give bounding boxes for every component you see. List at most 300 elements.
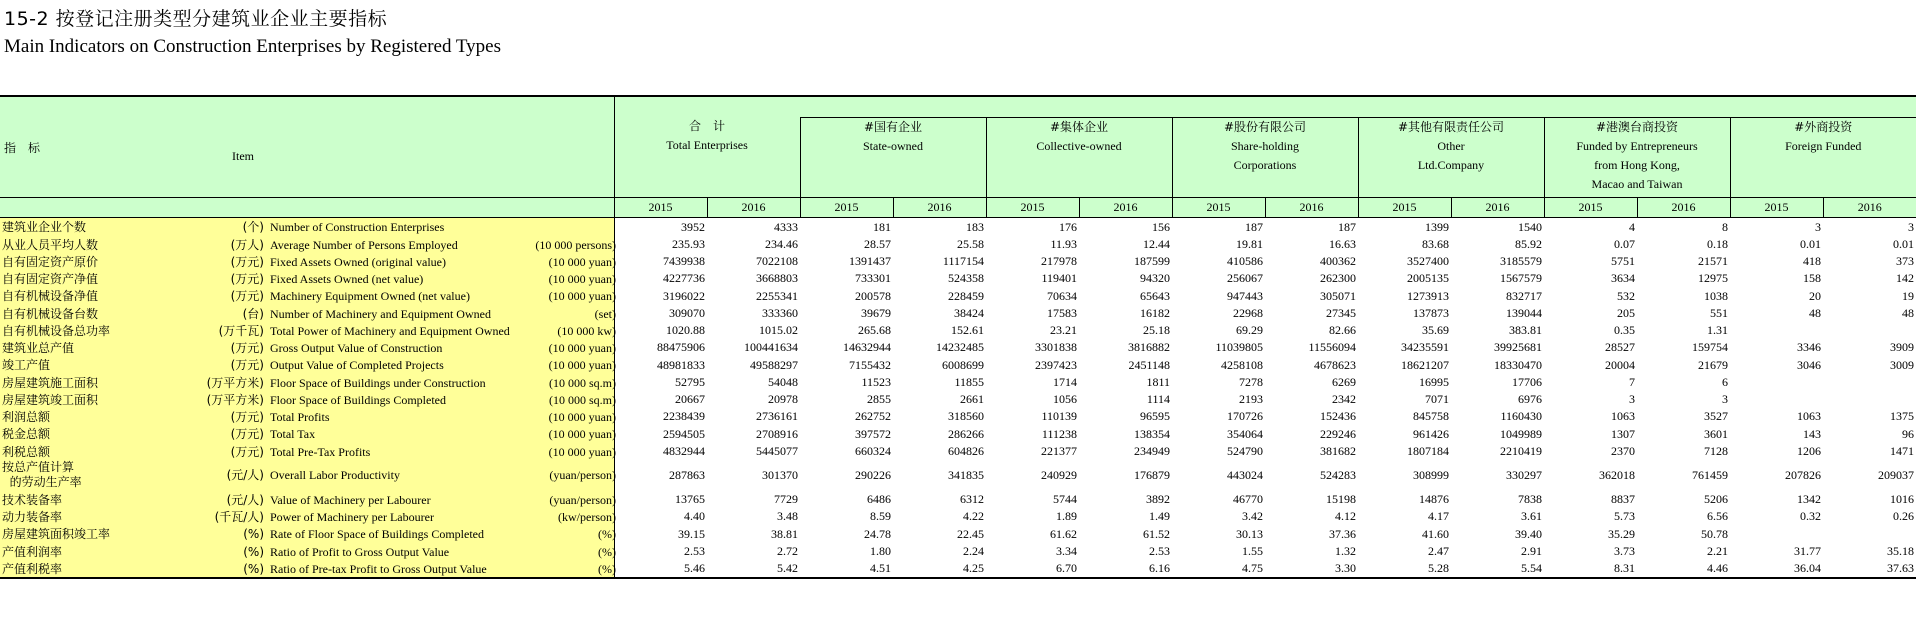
row-label [0,460,614,491]
row-label-en: Overall Labor Productivity [270,468,400,482]
group-header-collective-owned: #集体企业 Collective-owned [986,118,1172,198]
table-cell: 2397423 [1035,357,1077,372]
table-cell: 1114 [1146,392,1170,407]
table-cell: 4.40 [614,508,707,525]
table-cell: 65643 [1140,288,1170,303]
row-label-en: Ratio of Profit to Gross Output Value [270,544,450,559]
table-cell: 5751 [1611,254,1635,269]
row-unit-en: (10 000 kw) [557,323,616,338]
table-cell: 4227736 [614,270,707,287]
table-cell: 183 [966,219,984,234]
row-label-en: Floor Space of Buildings under Construction [270,375,486,390]
row-label-cn: 建筑业总产值 [2,341,75,355]
table-cell: 30.13 [1236,526,1263,541]
table-cell: 221377 [1041,443,1077,458]
table-cell: 1714 [1053,374,1077,389]
table-cell: 1063 [1611,409,1635,424]
table-cell: 1375 [1890,409,1914,424]
table-cell: 660324 [855,443,891,458]
table-cell: 3952 [614,218,707,236]
table-cell: 961426 [1413,426,1449,441]
table-cell: 551 [1710,305,1728,320]
table-cell: 1049989 [1500,426,1542,441]
table-cell: 4832944 [614,442,707,459]
table-cell: 187 [1338,219,1356,234]
table-cell: 3185579 [1500,254,1542,269]
table-cell: 39925681 [1494,340,1542,355]
table-cell: 207826 [1785,468,1821,482]
row-label-en: Fixed Assets Owned (net value) [270,272,424,286]
table-cell: 48981833 [614,356,707,373]
table-row [0,373,1916,390]
row-unit-cn: (%) [243,527,264,542]
table-cell: 200578 [855,288,891,303]
table-cell: 3.42 [1242,509,1263,524]
table-cell: 5.73 [1614,509,1635,524]
row-label-cn: 产值利润率 [2,544,63,559]
table-row [0,542,1916,559]
table-cell: 7838 [1518,492,1542,507]
table-cell: 94320 [1140,271,1170,286]
row-label-cn: 房屋建筑面积竣工率 [2,527,111,542]
table-cell: 159754 [1692,340,1728,355]
table-cell: 3301838 [1035,340,1077,355]
row-unit-en: (10 000 sq.m) [549,375,616,390]
row-label-en: Fixed Assets Owned (original value) [270,254,446,269]
year-header: 2015 [1358,198,1451,218]
table-row [0,218,1916,236]
table-cell: 137873 [1413,305,1449,320]
row-label-cn: 利税总额 [2,444,51,459]
table-cell: 3.30 [1265,560,1358,578]
table-cell: 143 [1803,426,1821,441]
year-header: 2016 [707,198,800,218]
table-cell: 4333 [774,219,798,234]
table-cell: 5744 [1053,492,1077,507]
table-row [0,287,1916,304]
table-cell: 761459 [1692,468,1728,482]
table-cell: 35.18 [1887,543,1914,558]
year-header: 2015 [1730,198,1823,218]
table-cell: 532 [1617,288,1635,303]
table-cell: 6976 [1518,392,1542,407]
table-cell: 54048 [768,374,798,389]
table-cell: 3909 [1890,340,1914,355]
stub-header-en: Item [232,148,254,163]
table-cell: 262300 [1320,271,1356,286]
table-cell: 0.01 [1893,236,1914,251]
table-cell: 2005135 [1407,271,1449,286]
table-cell: 14232485 [936,340,984,355]
table-cell: 5.28 [1358,560,1451,578]
table-cell: 11556094 [1308,340,1356,355]
table-cell [1823,391,1916,408]
row-label-cn: 产值利税率 [2,561,63,576]
table-cell: 330297 [1506,468,1542,482]
table-cell: 5.54 [1451,560,1544,578]
table-cell: 318560 [948,409,984,424]
table-cell: 34235591 [1401,340,1449,355]
table-cell: 383.81 [1509,323,1542,338]
table-cell: 27345 [1326,305,1356,320]
table-cell: 31.77 [1794,543,1821,558]
row-unit-en: (yuan/person) [549,492,616,507]
table-cell: 362018 [1599,468,1635,482]
table-cell: 2.21 [1707,543,1728,558]
table-cell: 309070 [614,304,707,321]
row-label-cn: 自有固定资产净值 [2,272,99,286]
row-label [0,287,614,304]
table-cell: 228459 [948,288,984,303]
table-cell: 18330470 [1494,357,1542,372]
table-row [0,356,1916,373]
table-cell: 5.42 [707,560,800,578]
table-cell: 2.47 [1428,543,1449,558]
table-cell: 7278 [1239,374,1263,389]
row-label-cn: 自有机械设备总功率 [2,323,111,338]
table-cell: 19 [1902,288,1914,303]
table-cell: 3601 [1704,426,1728,441]
table-cell: 0.32 [1800,509,1821,524]
table-cell: 170726 [1227,409,1263,424]
table-cell [1823,322,1916,339]
table-cell: 12975 [1698,271,1728,286]
table-cell: 6486 [867,492,891,507]
row-unit-cn: (万元) [230,358,264,373]
table-cell: 1.31 [1707,323,1728,338]
row-label-en: Power of Machinery per Labourer [270,510,434,524]
table-row [0,525,1916,542]
table-cell: 286266 [948,426,984,441]
row-label-cn: 自有机械设备净值 [2,289,99,304]
table-cell: 11.93 [1050,236,1077,251]
table-cell: 96 [1902,426,1914,441]
row-label-en: Average Number of Persons Employed [270,237,458,252]
table-cell: 13765 [614,491,707,508]
table-cell [1823,525,1916,542]
table-cell: 0.07 [1614,236,1635,251]
table-row [0,339,1916,356]
row-label-en: Number of Construction Enterprises [270,220,445,235]
table-cell: 0.01 [1800,236,1821,251]
group-header-total: 合 计 Total Enterprises [614,96,800,198]
row-label-cn: 自有固定资产原价 [2,254,99,269]
table-cell: 262752 [855,409,891,424]
row-unit-cn: (万元) [230,444,264,459]
row-label [0,304,614,321]
table-cell: 17583 [1047,305,1077,320]
table-cell: 832717 [1506,288,1542,303]
table-cell: 1307 [1611,426,1635,441]
table-row [0,253,1916,270]
table-cell: 3046 [1797,357,1821,372]
table-cell: 156 [1152,219,1170,234]
row-unit-en: (kw/person) [558,510,616,524]
group-header-foreign-funded: #外商投资 Foreign Funded [1730,118,1916,198]
row-unit-cn: (个) [242,220,264,235]
row-label [0,442,614,459]
table-cell: 61.62 [1050,526,1077,541]
table-cell: 6.16 [1079,560,1172,578]
table-cell: 229246 [1320,426,1356,441]
table-cell: 2.53 [1149,543,1170,558]
table-cell: 0.35 [1614,323,1635,338]
table-cell: 176 [1059,219,1077,234]
table-cell: 1015.02 [759,323,798,338]
table-cell: 443024 [1227,468,1263,482]
row-label-en: Ratio of Pre-tax Profit to Gross Output Value [270,561,487,576]
table-cell: 341835 [948,468,984,482]
table-cell [1823,373,1916,390]
table-cell: 39.40 [1515,526,1542,541]
row-unit-cn: (%) [243,544,264,559]
table-cell: 37.63 [1823,560,1916,578]
table-cell: 22.45 [957,526,984,541]
table-header [0,96,1916,218]
table-cell: 38424 [954,305,984,320]
table-cell: 290226 [855,468,891,482]
table-cell: 20004 [1605,357,1635,372]
row-label-cn: 竣工产值 [2,358,51,373]
table-cell: 7071 [1425,392,1449,407]
table-cell: 111238 [1041,426,1077,441]
table-cell: 2736161 [756,409,798,424]
table-cell: 1016 [1890,492,1914,507]
table-cell: 37.36 [1329,526,1356,541]
row-label-en: Floor Space of Buildings Completed [270,392,446,407]
row-unit-cn: (%) [243,561,264,576]
table-cell: 2.91 [1521,543,1542,558]
table-cell: 265.68 [858,323,891,338]
table-cell: 6312 [960,492,984,507]
table-cell: 1399 [1425,219,1449,234]
group-header-state-owned: #国有企业 State-owned [800,118,986,198]
table-cell: 1567579 [1500,271,1542,286]
table-cell: 96595 [1140,409,1170,424]
group-header-other-ltd: #其他有限责任公司 Other Ltd.Company [1358,118,1544,198]
year-header: 2015 [614,198,707,218]
row-unit-cn: (万元) [230,272,264,286]
table-cell: 11855 [954,374,984,389]
table-cell: 39.15 [614,525,707,542]
row-label [0,542,614,559]
table-cell: 2708916 [756,426,798,441]
row-label [0,425,614,442]
row-unit-en: (%) [598,561,616,576]
row-label [0,391,614,408]
table-cell: 8.59 [870,509,891,524]
table-cell: 3.73 [1614,543,1635,558]
table-cell: 418 [1803,254,1821,269]
table-cell: 8837 [1611,492,1635,507]
year-header: 2015 [1172,198,1265,218]
table-row [0,304,1916,321]
table-cell: 1.80 [870,543,891,558]
table-cell: 23.21 [1050,323,1077,338]
table-cell: 6.70 [986,560,1079,578]
table-cell: 6 [1722,374,1728,389]
table-cell: 20 [1809,288,1821,303]
group-header-hk-macao-taiwan: #港澳台商投资 Funded by Entrepreneurs from Hong Kong, Macao and Taiwan [1544,118,1730,198]
table-cell: 12.44 [1143,236,1170,251]
table-cell: 61.52 [1143,526,1170,541]
table-cell: 11039805 [1215,340,1263,355]
table-cell: 2855 [867,392,891,407]
table-cell: 2370 [1611,443,1635,458]
table-cell: 400362 [1320,254,1356,269]
table-cell: 381682 [1320,443,1356,458]
row-unit-cn: (千瓦/人) [214,510,264,524]
row-label [0,525,614,542]
table-cell: 14876 [1419,492,1449,507]
row-label-en: Total Pre-Tax Profits [270,444,371,459]
table-cell: 6269 [1332,374,1356,389]
row-unit-cn: (万元) [230,410,264,424]
table-cell: 3346 [1797,340,1821,355]
table-cell: 52795 [614,373,707,390]
table-cell: 308999 [1413,468,1449,482]
table-cell: 301370 [762,468,798,482]
table-cell: 28527 [1605,340,1635,355]
table-cell: 524358 [948,271,984,286]
stub-header [0,96,614,198]
table-cell: 11523 [861,374,891,389]
table-cell: 1038 [1704,288,1728,303]
table-row [0,322,1916,339]
table-cell: 16182 [1140,305,1170,320]
row-label-en: Total Tax [270,427,316,442]
table-row [0,560,1916,578]
table-cell: 2342 [1332,392,1356,407]
table-row [0,508,1916,525]
table-cell: 1063 [1797,409,1821,424]
table-cell: 82.66 [1329,323,1356,338]
table-cell: 524790 [1227,443,1263,458]
table-cell: 1811 [1146,374,1170,389]
table-cell: 1273913 [1407,288,1449,303]
table-cell: 119401 [1041,271,1077,286]
table-cell: 50.78 [1701,526,1728,541]
table-cell: 85.92 [1515,236,1542,251]
table-cell: 524283 [1320,468,1356,482]
row-label [0,253,614,270]
row-label-cn: 技术装备率 [2,492,63,507]
table-cell: 3.48 [777,509,798,524]
row-unit-en: (set) [594,306,616,321]
row-label-en: Number of Machinery and Equipment Owned [270,306,491,321]
row-label [0,356,614,373]
table-cell: 138354 [1134,426,1170,441]
table-cell [1730,322,1823,339]
row-unit-cn: (万元) [230,427,264,442]
table-row [0,270,1916,287]
table-row [0,460,1916,491]
table-cell: 4.51 [800,560,893,578]
table-cell: 4.12 [1335,509,1356,524]
table-cell: 14632944 [843,340,891,355]
row-unit-en: (yuan/person) [549,468,616,482]
table-cell: 1160430 [1500,409,1542,424]
table-cell: 2451148 [1128,357,1170,372]
row-label-en: Gross Output Value of Construction [270,341,443,355]
table-cell: 234949 [1134,443,1170,458]
row-label-en: Output Value of Completed Projects [270,358,444,373]
row-label [0,235,614,252]
table-cell: 25.58 [957,236,984,251]
table-cell: 3.61 [1521,509,1542,524]
row-label-en: Value of Machinery per Labourer [270,492,431,507]
table-cell: 110139 [1041,409,1077,424]
table-cell: 4.25 [893,560,986,578]
table-cell: 19.81 [1236,236,1263,251]
table-row [0,391,1916,408]
table-cell: 2.53 [614,542,707,559]
row-unit-en: (10 000 yuan) [548,410,616,424]
row-unit-en: (10 000 sq.m) [549,392,616,407]
table-cell: 3 [1722,392,1728,407]
year-header: 2015 [1544,198,1637,218]
table-cell: 88475906 [614,339,707,356]
row-label [0,560,614,578]
table-cell: 1.49 [1149,509,1170,524]
table-cell: 3892 [1146,492,1170,507]
year-header: 2016 [893,198,986,218]
table-cell: 2210419 [1500,443,1542,458]
table-cell: 234.46 [765,236,798,251]
table-cell: 2255341 [756,288,798,303]
table-cell: 3 [1815,219,1821,234]
row-label [0,218,614,236]
table-cell: 21571 [1698,254,1728,269]
table-cell: 333360 [762,305,798,320]
table-title-cn: 15-2 按登记注册类型分建筑业企业主要指标 [4,8,388,30]
row-label-cn: 房屋建筑施工面积 [2,375,99,390]
table-row [0,425,1916,442]
table-cell: 410586 [1227,254,1263,269]
table-cell: 69.29 [1236,323,1263,338]
table-cell: 28.57 [864,236,891,251]
table-cell: 5445077 [756,443,798,458]
table-cell: 1056 [1053,392,1077,407]
row-label [0,373,614,390]
table-cell: 4678623 [1314,357,1356,372]
table-cell: 1807184 [1407,443,1449,458]
table-cell: 1471 [1890,443,1914,458]
table-cell: 187599 [1134,254,1170,269]
row-unit-cn: (元/人) [226,468,264,482]
table-cell: 1206 [1797,443,1821,458]
table-cell: 1.89 [1056,509,1077,524]
table-cell: 15198 [1326,492,1356,507]
row-unit-cn: (万元) [230,254,264,269]
table-cell: 1.32 [1335,543,1356,558]
table-cell: 39679 [861,305,891,320]
row-label [0,339,614,356]
table-cell: 152.61 [951,323,984,338]
row-unit-en: (10 000 yuan) [548,254,616,269]
table-cell: 3634 [1611,271,1635,286]
table-cell: 3 [1908,219,1914,234]
year-header-row [0,198,1916,218]
table-cell [1730,373,1823,390]
year-header: 2016 [1451,198,1544,218]
year-header: 2016 [1637,198,1730,218]
table-row [0,408,1916,425]
stub-header-cn: 指 标 [4,140,41,155]
table-cell: 4.22 [963,509,984,524]
row-unit-cn: (台) [242,306,264,321]
table-cell: 100441634 [744,340,798,355]
